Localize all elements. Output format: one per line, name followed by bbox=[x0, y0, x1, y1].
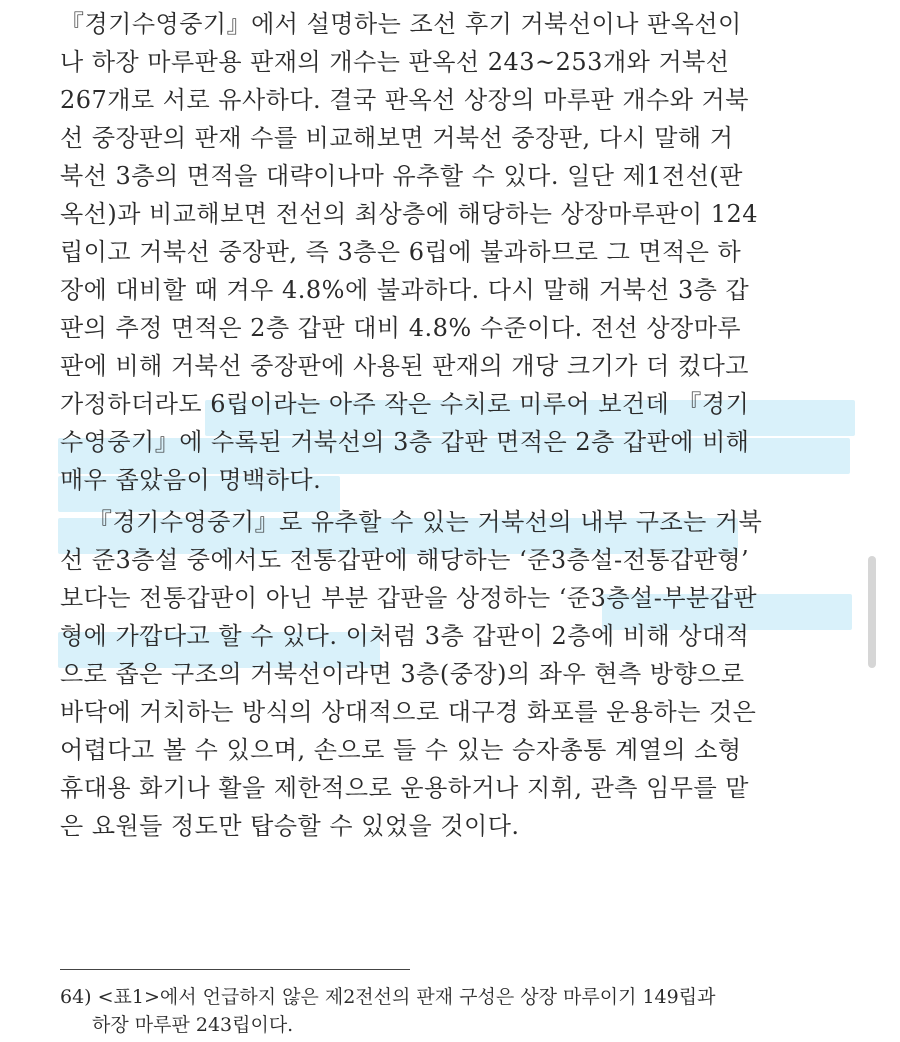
body-line: 『경기수영중기』에서 설명하는 조선 후기 거북선이나 판옥선이 bbox=[60, 10, 742, 38]
footnote-line: 64) <표1>에서 언급하지 않은 제2전선의 판재 구성은 상장 마루이기 149립과 bbox=[60, 986, 716, 1008]
body-line: 휴대용 화기나 활을 제한적으로 운용하거나 지휘, 관측 임무를 맡 bbox=[60, 774, 749, 802]
footnote-line: 하장 마루판 243립이다. bbox=[92, 1014, 294, 1036]
body-line: 보다는 전통갑판이 아닌 부분 갑판을 상정하는 ‘준3층설-부분갑판 bbox=[60, 584, 758, 612]
body-line: 나 하장 마루판용 판재의 개수는 판옥선 243~253개와 거북선 bbox=[60, 48, 730, 76]
body-line: 형에 가깝다고 할 수 있다. 이처럼 3층 갑판이 2층에 비해 상대적 bbox=[60, 622, 750, 650]
body-line: 바닥에 거치하는 방식의 상대적으로 대구경 화포를 운용하는 것은 bbox=[60, 698, 757, 726]
body-line: 매우 좁았음이 명백하다. bbox=[60, 466, 322, 494]
body-line: 옥선)과 비교해보면 전선의 최상층에 해당하는 상장마루판이 124 bbox=[60, 200, 759, 228]
body-line: 장에 대비할 때 겨우 4.8%에 불과하다. 다시 말해 거북선 3층 갑 bbox=[60, 276, 750, 304]
body-line: 267개로 서로 유사하다. 결국 판옥선 상장의 마루판 개수와 거북 bbox=[60, 86, 749, 114]
body-line: 『경기수영중기』로 유추할 수 있는 거북선의 내부 구조는 거북 bbox=[88, 508, 763, 536]
footnote-divider bbox=[60, 969, 410, 970]
body-line: 판의 추정 면적은 2층 갑판 대비 4.8% 수준이다. 전선 상장마루 bbox=[60, 314, 742, 342]
body-line: 가정하더라도 6립이라는 아주 작은 수치로 미루어 보건데 『경기 bbox=[60, 390, 750, 418]
body-line: 판에 비해 거북선 중장판에 사용된 판재의 개당 크기가 더 컸다고 bbox=[60, 352, 749, 380]
body-line: 선 중장판의 판재 수를 비교해보면 거북선 중장판, 다시 말해 거 bbox=[60, 124, 734, 152]
body-line: 으로 좁은 구조의 거북선이라면 3층(중장)의 좌우 현측 방향으로 bbox=[60, 660, 745, 688]
body-line: 은 요원들 정도만 탑승할 수 있었을 것이다. bbox=[60, 812, 520, 840]
body-line: 북선 3층의 면적을 대략이나마 유추할 수 있다. 일단 제1전선(판 bbox=[60, 162, 743, 190]
body-line: 수영중기』에 수록된 거북선의 3층 갑판 면적은 2층 갑판에 비해 bbox=[60, 428, 750, 456]
body-line: 어렵다고 볼 수 있으며, 손으로 들 수 있는 승자총통 계열의 소형 bbox=[60, 736, 742, 764]
body-line: 선 준3층설 중에서도 전통갑판에 해당하는 ‘준3층설-전통갑판형’ bbox=[60, 546, 750, 574]
body-line: 립이고 거북선 중장판, 즉 3층은 6립에 불과하므로 그 면적은 하 bbox=[60, 238, 742, 266]
scrollbar-thumb[interactable] bbox=[868, 556, 876, 668]
